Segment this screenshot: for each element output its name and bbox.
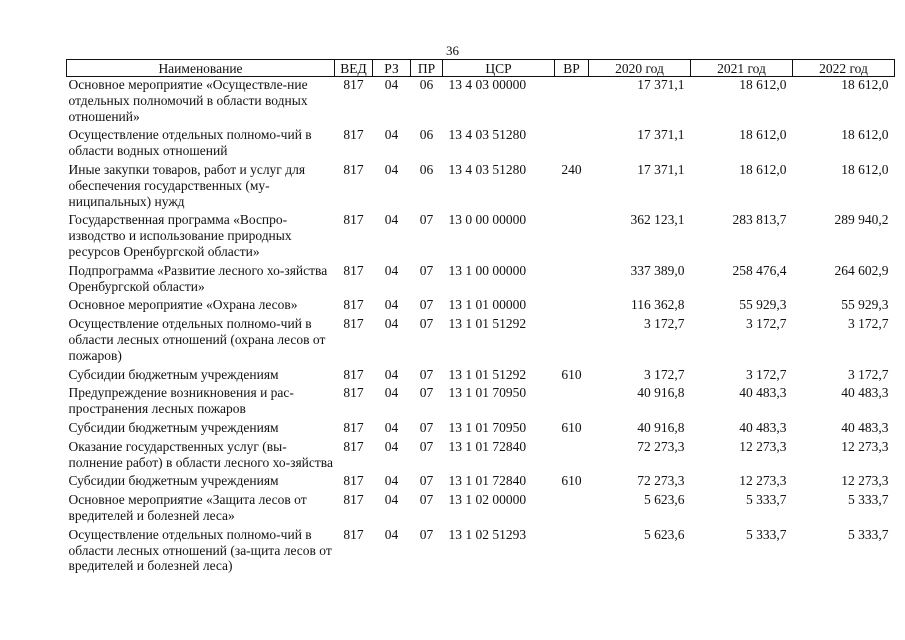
cell-2020: 3 172,7 [644,366,685,382]
cell-2020: 3 172,7 [644,316,685,332]
cell-name: Основное мероприятие «Защита лесов от вредителей и болезней леса» [68,492,307,523]
cell-2022: 264 602,9 [834,262,889,278]
cell-rz: 04 [384,492,399,508]
cell-rz: 04 [384,419,399,435]
cell-name: Осуществление отдельных полномо-чий в области лесных отношений (за-щита лесов от вредителей и болезней леса) [68,526,332,574]
cell-2021: 12 273,3 [739,438,787,454]
cell-vr [555,439,589,474]
cell-pr: 07 [419,316,434,332]
cell-name: Государственная программа «Воспро-изводство и использование природных ресурсов Оренбургской области» [68,212,292,259]
table-row [67,212,895,262]
cell-csr: 13 1 02 00000 [448,492,527,508]
table-row [67,77,895,128]
table-header-row [67,60,895,77]
cell-2021: 3 172,7 [746,366,787,382]
table-row [67,297,895,316]
cell-rz: 04 [384,385,399,401]
cell-csr: 13 4 03 51280 [448,127,527,143]
cell-name: Осуществление отдельных полномо-чий в области лесных отношений (охрана лесов от пожаров) [68,316,326,363]
cell-ved: 817 [343,127,364,143]
cell-name: Основное мероприятие «Осуществле-ние отдельных полномочий в области водных отношений» [68,77,308,124]
cell-2021: 40 483,3 [739,385,787,401]
cell-2022: 12 273,3 [841,473,889,489]
cell-ved: 817 [343,161,364,177]
cell-vr [555,385,589,420]
cell-csr: 13 1 00 00000 [448,262,527,278]
cell-rz: 04 [384,297,399,313]
cell-2022: 40 483,3 [841,385,889,401]
table-row [67,420,895,439]
cell-rz: 04 [384,473,399,489]
cell-ved: 817 [343,526,364,542]
cell-2020: 5 623,6 [644,526,685,542]
cell-ved: 817 [343,77,364,92]
cell-2020: 17 371,1 [637,77,685,92]
cell-pr: 07 [419,473,434,489]
cell-ved: 817 [343,297,364,313]
cell-vr [555,212,589,262]
table-row [67,316,895,366]
cell-pr: 06 [419,161,434,177]
cell-pr: 07 [419,212,434,228]
cell-ved: 817 [343,492,364,508]
cell-ved: 817 [343,366,364,382]
cell-csr: 13 1 01 70950 [448,419,527,435]
header-name: Наименование [67,60,335,77]
cell-name: Субсидии бюджетным учреждениям [68,366,279,382]
cell-2021: 18 612,0 [739,161,787,177]
cell-2020: 72 273,3 [637,473,685,489]
cell-name: Оказание государственных услуг (вы-полнение работ) в области лесного хо-зяйства [68,438,333,470]
header-2021: 2021 год [691,60,793,77]
cell-2021: 40 483,3 [739,419,787,435]
budget-table [66,59,895,577]
cell-pr: 07 [419,297,434,313]
cell-vr [555,527,589,577]
cell-vr [555,297,589,316]
cell-2020: 5 623,6 [644,492,685,508]
cell-csr: 13 1 01 51292 [448,316,527,332]
cell-pr: 07 [419,366,434,382]
cell-2021: 55 929,3 [739,297,787,313]
cell-vr: 610 [561,419,582,435]
cell-2021: 12 273,3 [739,473,787,489]
cell-2021: 5 333,7 [746,526,787,542]
header-2022: 2022 год [793,60,895,77]
cell-2020: 337 389,0 [630,262,685,278]
cell-pr: 07 [419,262,434,278]
cell-vr [555,492,589,527]
cell-2022: 5 333,7 [848,492,889,508]
cell-2021: 18 612,0 [739,77,787,92]
table-row [67,439,895,474]
cell-2022: 55 929,3 [841,297,889,313]
cell-2022: 289 940,2 [834,212,889,228]
cell-vr: 610 [561,473,582,489]
table-row [67,263,895,298]
cell-name: Подпрограмма «Развитие лесного хо-зяйства Оренбургской области» [68,262,328,294]
cell-rz: 04 [384,262,399,278]
header-rz: РЗ [373,60,411,77]
cell-2020: 40 916,8 [637,419,685,435]
cell-2021: 5 333,7 [746,492,787,508]
cell-csr: 13 0 00 00000 [448,212,527,228]
cell-2021: 3 172,7 [746,316,787,332]
table-row [67,385,895,420]
cell-2022: 12 273,3 [841,438,889,454]
cell-rz: 04 [384,366,399,382]
cell-csr: 13 1 01 51292 [448,366,527,382]
cell-2022: 3 172,7 [848,366,889,382]
header-ved: ВЕД [335,60,373,77]
cell-2022: 18 612,0 [841,77,889,92]
cell-csr: 13 4 03 51280 [448,161,527,177]
cell-name: Осуществление отдельных полномо-чий в области водных отношений [68,127,312,159]
cell-pr: 07 [419,492,434,508]
table-body [67,77,895,578]
cell-vr [555,263,589,298]
cell-2020: 40 916,8 [637,385,685,401]
cell-vr [555,316,589,366]
cell-name: Предупреждение возникновения и рас-пространения лесных пожаров [68,385,294,417]
cell-ved: 817 [343,419,364,435]
cell-csr: 13 1 01 70950 [448,385,527,401]
table-row [67,367,895,386]
cell-2020: 17 371,1 [637,161,685,177]
cell-name: Иные закупки товаров, работ и услуг для обеспечения государственных (му-ниципальных) нужд [68,161,306,209]
cell-rz: 04 [384,316,399,332]
cell-vr [555,127,589,162]
cell-pr: 06 [419,127,434,143]
header-csr: ЦСР [443,60,555,77]
cell-csr: 13 1 01 72840 [448,438,527,454]
header-vr: ВР [555,60,589,77]
cell-2022: 3 172,7 [848,316,889,332]
page-number: 36 [446,43,459,58]
table-row [67,127,895,162]
cell-2020: 362 123,1 [630,212,685,228]
cell-csr: 13 1 02 51293 [448,526,527,542]
cell-rz: 04 [384,438,399,454]
cell-rz: 04 [384,77,399,92]
cell-2021: 258 476,4 [732,262,787,278]
cell-ved: 817 [343,262,364,278]
header-pr: ПР [411,60,443,77]
cell-vr: 610 [561,366,582,382]
cell-csr: 13 4 03 00000 [448,77,527,92]
cell-2022: 18 612,0 [841,127,889,143]
cell-2020: 72 273,3 [637,438,685,454]
cell-2021: 18 612,0 [739,127,787,143]
cell-rz: 04 [384,212,399,228]
cell-rz: 04 [384,526,399,542]
cell-pr: 07 [419,419,434,435]
cell-name: Субсидии бюджетным учреждениям [68,419,279,435]
cell-2022: 18 612,0 [841,161,889,177]
cell-csr: 13 1 01 00000 [448,297,527,313]
table-row [67,492,895,527]
cell-vr [555,77,589,128]
cell-name: Основное мероприятие «Охрана лесов» [68,297,298,313]
cell-pr: 07 [419,526,434,542]
cell-ved: 817 [343,212,364,228]
cell-rz: 04 [384,127,399,143]
cell-vr: 240 [561,161,582,177]
cell-ved: 817 [343,438,364,454]
cell-csr: 13 1 01 72840 [448,473,527,489]
table-row [67,473,895,492]
cell-name: Субсидии бюджетным учреждениям [68,473,279,489]
cell-ved: 817 [343,385,364,401]
cell-2022: 40 483,3 [841,419,889,435]
header-2020: 2020 год [589,60,691,77]
cell-pr: 07 [419,438,434,454]
cell-pr: 07 [419,385,434,401]
cell-2022: 5 333,7 [848,526,889,542]
cell-2020: 17 371,1 [637,127,685,143]
cell-ved: 817 [343,473,364,489]
cell-pr: 06 [419,77,434,92]
table-row [67,527,895,577]
table-row [67,162,895,212]
cell-ved: 817 [343,316,364,332]
cell-2020: 116 362,8 [631,297,685,313]
cell-rz: 04 [384,161,399,177]
cell-2021: 283 813,7 [732,212,787,228]
